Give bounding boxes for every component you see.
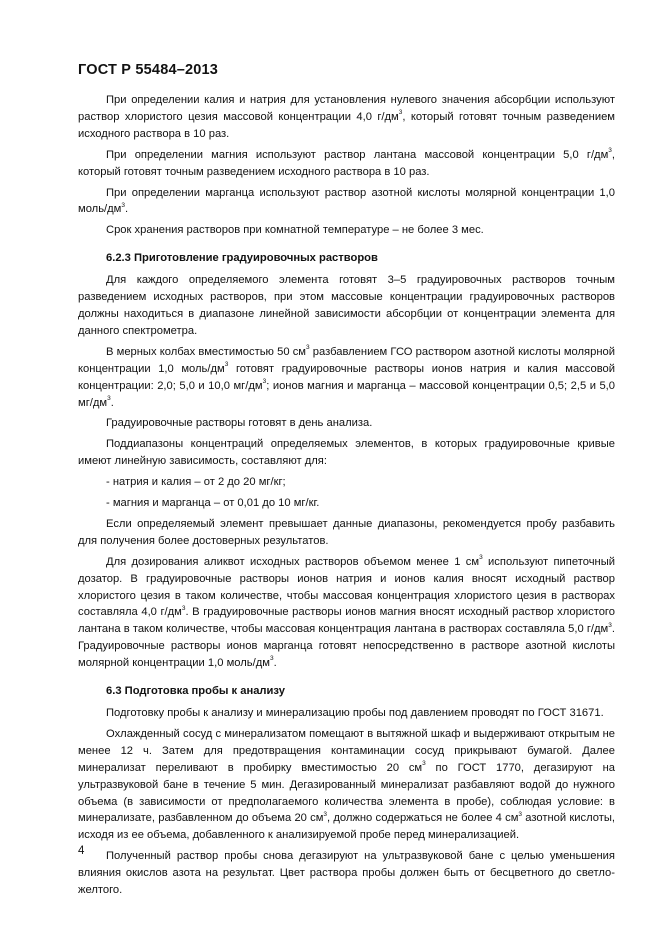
paragraph-cooled-vessel bbox=[78, 726, 615, 844]
superscript: 3 bbox=[262, 377, 267, 385]
text: При определении магния используют раствор лантана массовой концентрации 5,0 г/дм bbox=[106, 148, 609, 161]
paragraph-dilute-advice: Если определяемый элемент превышает данные диапазоны, рекомендуется пробу разбавить для получения более достоверных результатов. bbox=[78, 517, 615, 547]
text: ; ионов магния и марганца – массовой концентрации 0,5; 2,5 и 5,0 мг/дм bbox=[78, 379, 615, 409]
text: по ГОСТ 1770, дегазируют на ультразвуковой бане в течение 5 мин. Дегазированный минерализат разбавляют водой до нужного объема (в зависимости от предполагаемого количества элемента в пробе), соблюдая условие: в минерализате, разбавленном до объема 20 см bbox=[78, 761, 615, 825]
superscript: 3 bbox=[224, 360, 229, 368]
text: , должно содержаться не более 4 см bbox=[327, 812, 519, 825]
text: , который готовят точным разведением исходного раствора в 10 раз. bbox=[78, 110, 615, 140]
paragraph-same-day: Градуировочные растворы готовят в день анализа. bbox=[106, 417, 373, 430]
paragraph-degassing: Полученный раствор пробы снова дегазируют на ультразвуковой бане с целью уменьшения влияния окислов азота на результат. Цвет раствора пробы должен быть от бесцветного до светло-желтого. bbox=[78, 850, 615, 897]
text: готовят градуировочные растворы ионов натрия и калия массовой концентрации: 2,0; 5,0 и 10,0 мг/дм bbox=[78, 362, 615, 392]
list-item-sodium-potassium: - натрия и калия – от 2 до 20 мг/кг; bbox=[106, 476, 286, 489]
paragraph-calibration-intro: Для каждого определяемого элемента готовят 3–5 градуировочных растворов точным разведением исходных растворов, при этом массовые концентрации градуировочных растворов должны находиться в диапазоне линейной зависимости абсорбции от концентрации элемента для данного спектрометра. bbox=[78, 274, 615, 337]
paragraph-magnesium bbox=[78, 147, 615, 181]
text: . Градуировочные растворы ионов марганца готовят непосредственно в растворе азотной кислоты молярной концентрации 1,0 моль/дм bbox=[78, 623, 615, 670]
text: . bbox=[124, 203, 129, 216]
paragraph-calibration-flasks bbox=[78, 344, 615, 412]
text: используют пипеточный дозатор. В градуировочные растворы ионов натрия и ионов калия вносят исходный раствор хлористого цезия в таком количестве, чтобы массовая концентрация хлористого цезия в растворах составляла 4,0 г/дм bbox=[78, 555, 615, 619]
document-header-title: ГОСТ Р 55484–2013 bbox=[78, 62, 219, 78]
text: . bbox=[110, 396, 114, 409]
superscript: 3 bbox=[608, 146, 612, 154]
paragraph-sample-prep: Подготовку пробы к анализу и минерализацию пробы под давлением проводят по ГОСТ 31671. bbox=[106, 707, 604, 719]
text: Для дозирования аликвот исходных растворов объемом менее 1 см bbox=[106, 555, 480, 568]
superscript: 3 bbox=[608, 621, 612, 629]
paragraph-manganese bbox=[78, 185, 615, 219]
paragraph-storage: Срок хранения растворов при комнатной температуре – не более 3 мес. bbox=[106, 224, 484, 237]
superscript: 3 bbox=[121, 201, 125, 209]
superscript: 3 bbox=[305, 344, 310, 352]
paragraph-potassium-sodium bbox=[78, 92, 615, 143]
text: . В градуировочные растворы ионов магния вносят исходный раствор хлористого лантана в таком количестве, чтобы массовая концентрация лантана в растворах составляла 5,0 г/дм bbox=[78, 606, 615, 636]
paragraph-dosing bbox=[78, 554, 615, 672]
text: При определении калия и натрия для установления нулевого значения абсорбции используют раствор хлористого цезия массовой концентрации 4,0 г/дм bbox=[78, 94, 615, 123]
superscript: 3 bbox=[422, 759, 426, 767]
paragraph-subranges: Поддиапазоны концентраций определяемых элементов, в которых градуировочные кривые имеют линейную зависимость, составляют для: bbox=[78, 438, 615, 468]
superscript: 3 bbox=[518, 810, 523, 818]
superscript: 3 bbox=[181, 604, 186, 612]
superscript: 3 bbox=[107, 394, 111, 402]
page-number: 4 bbox=[78, 845, 85, 857]
text: . bbox=[273, 657, 277, 670]
superscript: 3 bbox=[269, 655, 274, 663]
superscript: 3 bbox=[398, 109, 403, 117]
list-item-magnesium-manganese: - магния и марганца – от 0,01 до 10 мг/кг. bbox=[106, 497, 320, 510]
text: азотной кислоты, исходя из ее объема, добавленного к анализируемой пробе перед минерализацией. bbox=[78, 812, 615, 842]
text: , который готовят точным разведением исходного раствора в 10 раз. bbox=[78, 148, 615, 178]
section-heading-6-2-3: 6.2.3 Приготовление градуировочных растворов bbox=[106, 252, 378, 265]
text: При определении марганца используют раствор азотной кислоты молярной концентрации 1,0 моль/дм bbox=[78, 186, 615, 216]
superscript: 3 bbox=[323, 810, 328, 818]
text: разбавлением ГСО раствором азотной кислоты молярной концентрации 1,0 моль/дм bbox=[78, 345, 615, 375]
document-body bbox=[78, 92, 615, 899]
section-heading-6-3: 6.3 Подготовка пробы к анализу bbox=[106, 685, 285, 698]
text: Охлажденный сосуд с минерализатом помещают в вытяжной шкаф и выдерживают открытым не менее 12 ч. Затем для предотвращения контаминации сосуд прикрывают бумагой. Далее минерализат переливают в пробирку вместимостью 20 см bbox=[78, 727, 615, 774]
text: В мерных колбах вместимостью 50 см bbox=[106, 345, 306, 358]
superscript: 3 bbox=[479, 554, 483, 562]
